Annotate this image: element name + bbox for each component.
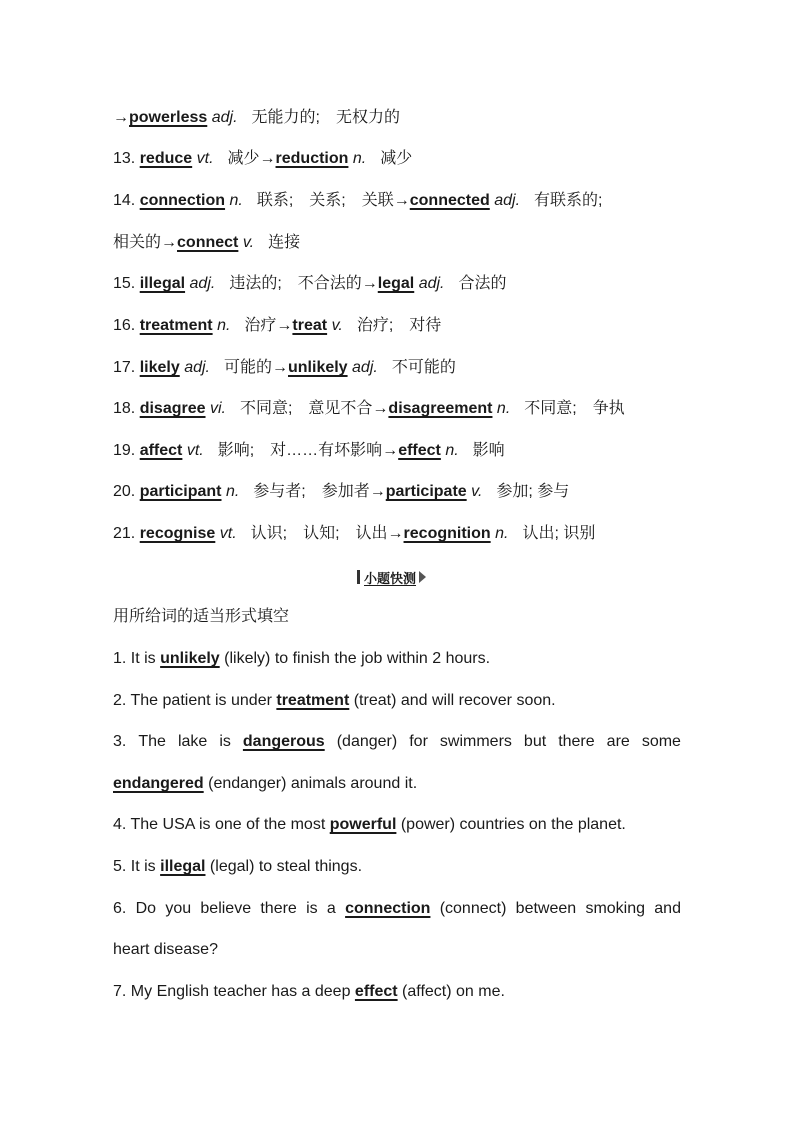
- vocab-word: legal: [377, 275, 415, 292]
- exercise-1: [113, 648, 490, 670]
- vocab-word: connected: [409, 192, 490, 209]
- exercise-text: 7. My English teacher has a deep: [113, 983, 355, 1000]
- part-of-speech: n.: [217, 317, 231, 334]
- exercise-word: some: [641, 733, 681, 750]
- meaning: 减少→: [227, 150, 276, 167]
- meaning: 影响: [472, 442, 505, 459]
- part-of-speech: vi.: [209, 400, 226, 417]
- answer: treatment: [276, 692, 350, 709]
- section-heading-text: 小题快测: [364, 570, 417, 586]
- part-of-speech: n.: [445, 442, 459, 459]
- meaning: 合法的: [458, 275, 507, 292]
- answer: illegal: [160, 858, 206, 875]
- exercise-text: (power) countries on the planet.: [396, 816, 626, 833]
- exercise-3-line-1: [113, 731, 681, 753]
- part-of-speech: n.: [229, 192, 243, 209]
- part-of-speech: v.: [331, 317, 343, 334]
- vocab-word: affect: [139, 442, 183, 459]
- vocab-entry: [113, 523, 595, 545]
- vocab-word: recognition: [403, 525, 491, 542]
- exercise-word: believe: [200, 900, 252, 917]
- vocab-word: likely: [139, 359, 180, 376]
- exercise-text: (endanger) animals around it.: [203, 775, 418, 792]
- exercise-text: (treat) and will recover soon.: [349, 692, 556, 709]
- entry-number: 17.: [113, 359, 136, 376]
- meaning: 有联系的;: [534, 192, 603, 209]
- vocab-entry: [113, 148, 412, 170]
- meaning: 连接: [268, 234, 301, 251]
- part-of-speech: n.: [496, 400, 511, 417]
- vocab-entry: [113, 273, 507, 295]
- exercise-word: lake: [177, 733, 208, 750]
- part-of-speech: adj.: [184, 359, 210, 376]
- exercise-text: (affect) on me.: [397, 983, 505, 1000]
- vocab-entry: [113, 107, 400, 129]
- meaning: 不同意; 意见不合→: [239, 400, 389, 417]
- answer: endangered: [113, 775, 204, 792]
- vocab-word: participant: [139, 483, 222, 500]
- exercise-word: you: [165, 900, 192, 917]
- vocab-entry: [113, 440, 505, 462]
- meaning: 不同意; 争执: [524, 400, 625, 417]
- exercise-3-line-2: [113, 773, 417, 795]
- part-of-speech: n.: [495, 525, 509, 542]
- meaning: 认出; 识别: [522, 525, 596, 542]
- entry-number: 16.: [113, 317, 136, 334]
- vocab-word: connect: [177, 234, 239, 251]
- exercise-word: but: [523, 733, 547, 750]
- vocab-word: disagreement: [388, 400, 493, 417]
- vocab-word: recognise: [139, 525, 216, 542]
- exercise-6-line-1: [113, 898, 681, 920]
- exercise-word: and: [654, 900, 681, 917]
- instruction: 用所给词的适当形式填空: [113, 608, 290, 625]
- part-of-speech: vt.: [196, 150, 214, 167]
- part-of-speech: vt.: [186, 442, 204, 459]
- answer: dangerous: [242, 733, 325, 750]
- heading-arrow-icon: [419, 571, 426, 583]
- meaning: 违法的; 不合法的→: [229, 275, 378, 292]
- part-of-speech: v.: [242, 234, 255, 251]
- exercise-word: is: [219, 733, 231, 750]
- part-of-speech: adj.: [352, 359, 378, 376]
- vocab-word: effect: [398, 442, 441, 459]
- part-of-speech: n.: [352, 150, 367, 167]
- exercise-word: Do: [135, 900, 157, 917]
- vocab-word: treatment: [139, 317, 213, 334]
- entry-number: 21.: [113, 525, 136, 542]
- exercise-4: [113, 814, 626, 836]
- vocab-word: treat: [292, 317, 328, 334]
- exercise-5: [113, 856, 362, 878]
- exercise-2: [113, 690, 556, 712]
- answer: powerful: [329, 816, 397, 833]
- entry-number: 13.: [113, 150, 136, 167]
- entry-number: 20.: [113, 483, 136, 500]
- vocab-word: illegal: [139, 275, 186, 292]
- exercise-word: a: [326, 900, 336, 917]
- exercise-7: [113, 981, 505, 1003]
- exercise-text: 5. It is: [113, 858, 161, 875]
- vocab-entry: [113, 481, 569, 503]
- part-of-speech: adj.: [494, 192, 521, 209]
- exercise-word: (danger): [336, 733, 398, 750]
- vocab-entry: [113, 315, 441, 337]
- vocab-entry: [113, 398, 625, 420]
- meaning: 参与者; 参加者→: [253, 483, 386, 500]
- part-of-speech: adj.: [189, 275, 216, 292]
- meaning: 影响; 对……有坏影响→: [217, 442, 399, 459]
- entry-prefix: 相关的→: [113, 234, 178, 251]
- part-of-speech: vt.: [219, 525, 237, 542]
- exercise-word: 3.: [113, 733, 127, 750]
- vocab-word: disagree: [139, 400, 206, 417]
- meaning: 治疗→: [244, 317, 293, 334]
- exercise-word: The: [138, 733, 166, 750]
- part-of-speech: v.: [471, 483, 483, 500]
- meaning: 治疗; 对待: [356, 317, 442, 334]
- exercise-text: 1. It is: [113, 650, 161, 667]
- vocab-word: reduce: [139, 150, 193, 167]
- exercise-word: there: [260, 900, 297, 917]
- part-of-speech: adj.: [418, 275, 445, 292]
- vocab-entry: [113, 232, 300, 254]
- exercise-6-line-2: heart disease?: [113, 941, 218, 958]
- vocab-entry: [113, 357, 456, 379]
- meaning: 减少: [380, 150, 413, 167]
- vocab-word: unlikely: [288, 359, 348, 376]
- entry-prefix: →: [113, 109, 129, 126]
- meaning: 无能力的; 无权力的: [251, 109, 400, 126]
- part-of-speech: adj.: [211, 109, 238, 126]
- vocab-word: connection: [139, 192, 226, 209]
- meaning: 可能的→: [223, 359, 288, 376]
- entry-number: 15.: [113, 275, 136, 292]
- entry-number: 19.: [113, 442, 136, 459]
- section-heading: [357, 566, 426, 588]
- vocab-entry: [113, 190, 602, 212]
- meaning: 认识; 认知; 认出→: [250, 525, 404, 542]
- vocab-word: reduction: [275, 150, 349, 167]
- exercise-word: between: [515, 900, 577, 917]
- heading-bar-icon: [357, 570, 360, 584]
- answer: effect: [354, 983, 398, 1000]
- meaning: 不可能的: [391, 359, 456, 376]
- exercise-text: (likely) to finish the job within 2 hours.: [219, 650, 491, 667]
- part-of-speech: n.: [225, 483, 240, 500]
- exercise-word: there: [558, 733, 595, 750]
- exercise-word: for: [409, 733, 428, 750]
- entry-number: 18.: [113, 400, 136, 417]
- exercise-word: (connect): [439, 900, 507, 917]
- vocab-word: powerless: [129, 109, 208, 126]
- answer: connection: [345, 900, 431, 917]
- meaning: 联系; 关系; 关联→: [256, 192, 410, 209]
- vocab-word: participate: [385, 483, 467, 500]
- exercise-text: 2. The patient is under: [113, 692, 277, 709]
- exercise-word: smoking: [585, 900, 646, 917]
- answer: unlikely: [160, 650, 220, 667]
- exercise-text: (legal) to steal things.: [205, 858, 363, 875]
- entry-number: 14.: [113, 192, 136, 209]
- exercise-text: 4. The USA is one of the most: [113, 816, 330, 833]
- exercise-word: 6.: [113, 900, 127, 917]
- exercise-word: are: [606, 733, 630, 750]
- meaning: 参加; 参与: [496, 483, 570, 500]
- exercise-word: swimmers: [439, 733, 512, 750]
- exercise-word: is: [306, 900, 318, 917]
